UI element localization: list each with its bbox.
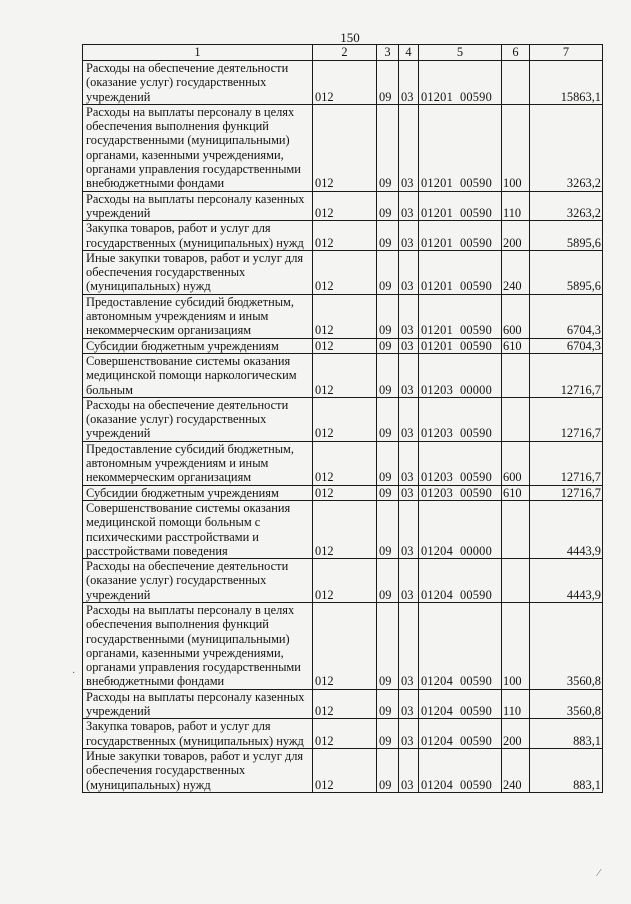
row-target-article	[419, 294, 502, 338]
row-name: Предоставление субсидий бюджетным, автономным учреждениям и иным некоммерческим организациям	[83, 441, 313, 485]
scan-speck: ·	[72, 668, 76, 679]
row-grbs: 012	[313, 353, 377, 397]
target-article-direction-code: 00590	[459, 587, 492, 602]
row-amount: 3263,2	[530, 191, 603, 221]
target-article-program-code: 01204	[421, 587, 453, 602]
row-expense-type	[502, 353, 530, 397]
target-article-program-code: 01201	[421, 338, 453, 353]
table-row	[83, 191, 603, 221]
row-name: Иные закупки товаров, работ и услуг для обеспечения государственных (муниципальных) нужд	[83, 250, 313, 294]
target-article-program-code: 01203	[421, 426, 453, 441]
row-amount: 12716,7	[530, 353, 603, 397]
target-article-program-code: 01204	[421, 733, 453, 748]
row-target-article	[419, 338, 502, 353]
row-expense-type	[502, 397, 530, 441]
row-target-article	[419, 485, 502, 500]
row-subsection: 03	[399, 689, 419, 719]
row-name: Закупка товаров, работ и услуг для государственных (муниципальных) нужд	[83, 719, 313, 749]
row-target-article	[419, 500, 502, 558]
row-amount: 12716,7	[530, 485, 603, 500]
scan-speck: ⁄	[598, 868, 600, 879]
row-target-article	[419, 250, 502, 294]
target-article-direction-code: 00590	[459, 89, 492, 104]
target-article-program-code: 01203	[421, 485, 453, 500]
row-section: 09	[377, 353, 399, 397]
row-name: Расходы на выплаты персоналу в целях обеспечения выполнения функций государственными (муниципальными) органами, казенными учреждениями, органами управления государственными внебюджетными фондами	[83, 104, 313, 191]
row-name: Предоставление субсидий бюджетным, автономным учреждениям и иным некоммерческим организациям	[83, 294, 313, 338]
row-grbs: 012	[313, 748, 377, 792]
row-section: 09	[377, 191, 399, 221]
column-header: 6	[502, 45, 530, 61]
column-header: 5	[419, 45, 502, 61]
row-amount: 15863,1	[530, 61, 603, 105]
row-grbs: 012	[313, 250, 377, 294]
row-grbs: 012	[313, 689, 377, 719]
column-header: 2	[313, 45, 377, 61]
row-amount: 12716,7	[530, 397, 603, 441]
row-section: 09	[377, 689, 399, 719]
header-row	[83, 45, 603, 61]
row-grbs: 012	[313, 61, 377, 105]
row-section: 09	[377, 397, 399, 441]
table-row	[83, 250, 603, 294]
target-article-program-code: 01204	[421, 704, 453, 719]
row-section: 09	[377, 719, 399, 749]
target-article-direction-code: 00590	[459, 176, 492, 191]
target-article-direction-code: 00590	[459, 235, 492, 250]
row-section: 09	[377, 748, 399, 792]
table-row	[83, 559, 603, 603]
target-article-program-code: 01204	[421, 777, 453, 792]
budget-table	[82, 44, 603, 793]
table-row	[83, 353, 603, 397]
target-article-direction-code: 00590	[459, 338, 492, 353]
row-grbs: 012	[313, 602, 377, 689]
row-section: 09	[377, 294, 399, 338]
table-row	[83, 602, 603, 689]
row-name: Расходы на обеспечение деятельности (оказание услуг) государственных учреждений	[83, 61, 313, 105]
row-subsection: 03	[399, 294, 419, 338]
row-target-article	[419, 61, 502, 105]
row-section: 09	[377, 250, 399, 294]
row-amount: 4443,9	[530, 559, 603, 603]
row-section: 09	[377, 104, 399, 191]
row-expense-type: 110	[502, 191, 530, 221]
row-expense-type: 600	[502, 294, 530, 338]
row-target-article	[419, 353, 502, 397]
row-name: Расходы на выплаты персоналу казенных учреждений	[83, 191, 313, 221]
table-body	[83, 61, 603, 793]
column-header: 7	[530, 45, 603, 61]
row-subsection: 03	[399, 338, 419, 353]
row-subsection: 03	[399, 602, 419, 689]
row-expense-type: 610	[502, 485, 530, 500]
row-amount: 5895,6	[530, 250, 603, 294]
row-target-article	[419, 441, 502, 485]
table-row	[83, 338, 603, 353]
row-grbs: 012	[313, 221, 377, 251]
target-article-program-code: 01201	[421, 323, 453, 338]
table-row	[83, 221, 603, 251]
target-article-direction-code: 00000	[459, 543, 492, 558]
target-article-program-code: 01204	[421, 543, 453, 558]
row-target-article	[419, 689, 502, 719]
row-section: 09	[377, 61, 399, 105]
row-name: Совершенствование системы оказания медицинской помощи больным с психическими расстройствами и расстройствами поведения	[83, 500, 313, 558]
row-subsection: 03	[399, 250, 419, 294]
row-name: Иные закупки товаров, работ и услуг для обеспечения государственных (муниципальных) нужд	[83, 748, 313, 792]
target-article-program-code: 01201	[421, 89, 453, 104]
table-row	[83, 719, 603, 749]
row-amount: 6704,3	[530, 294, 603, 338]
row-subsection: 03	[399, 748, 419, 792]
row-amount: 3560,8	[530, 689, 603, 719]
target-article-program-code: 01204	[421, 674, 453, 689]
target-article-direction-code: 00590	[459, 777, 492, 792]
row-name: Совершенствование системы оказания медицинской помощи наркологическим больным	[83, 353, 313, 397]
target-article-program-code: 01201	[421, 235, 453, 250]
row-grbs: 012	[313, 191, 377, 221]
row-grbs: 012	[313, 294, 377, 338]
row-subsection: 03	[399, 719, 419, 749]
row-section: 09	[377, 559, 399, 603]
row-subsection: 03	[399, 485, 419, 500]
page-number: 150	[340, 30, 360, 45]
row-target-article	[419, 748, 502, 792]
row-target-article	[419, 397, 502, 441]
row-expense-type: 100	[502, 104, 530, 191]
target-article-direction-code: 00590	[459, 323, 492, 338]
row-subsection: 03	[399, 441, 419, 485]
column-header: 4	[399, 45, 419, 61]
target-article-direction-code: 00590	[459, 279, 492, 294]
row-amount: 4443,9	[530, 500, 603, 558]
row-name: Расходы на выплаты персоналу в целях обеспечения выполнения функций государственными (муниципальными) органами, казенными учреждениями, органами управления государственными внебюджетными фондами	[83, 602, 313, 689]
row-expense-type: 240	[502, 250, 530, 294]
row-subsection: 03	[399, 221, 419, 251]
row-expense-type: 110	[502, 689, 530, 719]
row-grbs: 012	[313, 441, 377, 485]
row-grbs: 012	[313, 559, 377, 603]
target-article-direction-code: 00590	[459, 704, 492, 719]
row-target-article	[419, 104, 502, 191]
row-name: Расходы на обеспечение деятельности (оказание услуг) государственных учреждений	[83, 559, 313, 603]
column-header: 3	[377, 45, 399, 61]
row-grbs: 012	[313, 104, 377, 191]
table-row	[83, 441, 603, 485]
row-subsection: 03	[399, 559, 419, 603]
row-grbs: 012	[313, 485, 377, 500]
target-article-direction-code: 00000	[459, 382, 492, 397]
row-expense-type	[502, 559, 530, 603]
row-amount: 5895,6	[530, 221, 603, 251]
table-row	[83, 748, 603, 792]
table-row	[83, 500, 603, 558]
table-row	[83, 104, 603, 191]
row-amount: 6704,3	[530, 338, 603, 353]
table-row	[83, 485, 603, 500]
row-name: Закупка товаров, работ и услуг для государственных (муниципальных) нужд	[83, 221, 313, 251]
row-grbs: 012	[313, 719, 377, 749]
row-grbs: 012	[313, 500, 377, 558]
table-row	[83, 61, 603, 105]
row-name: Расходы на обеспечение деятельности (оказание услуг) государственных учреждений	[83, 397, 313, 441]
target-article-program-code: 01203	[421, 382, 453, 397]
row-target-article	[419, 221, 502, 251]
target-article-program-code: 01203	[421, 470, 453, 485]
row-amount: 883,1	[530, 748, 603, 792]
row-subsection: 03	[399, 191, 419, 221]
row-name: Субсидии бюджетным учреждениям	[83, 338, 313, 353]
target-article-direction-code: 00590	[459, 205, 492, 220]
row-grbs: 012	[313, 397, 377, 441]
target-article-direction-code: 00590	[459, 733, 492, 748]
row-subsection: 03	[399, 500, 419, 558]
row-expense-type	[502, 61, 530, 105]
row-target-article	[419, 602, 502, 689]
table-row	[83, 397, 603, 441]
row-amount: 883,1	[530, 719, 603, 749]
row-amount: 3560,8	[530, 602, 603, 689]
row-subsection: 03	[399, 104, 419, 191]
row-target-article	[419, 559, 502, 603]
row-section: 09	[377, 602, 399, 689]
row-section: 09	[377, 441, 399, 485]
row-target-article	[419, 719, 502, 749]
row-expense-type: 610	[502, 338, 530, 353]
row-section: 09	[377, 500, 399, 558]
row-name: Расходы на выплаты персоналу казенных учреждений	[83, 689, 313, 719]
target-article-direction-code: 00590	[459, 485, 492, 500]
row-section: 09	[377, 485, 399, 500]
table-row	[83, 294, 603, 338]
target-article-direction-code: 00590	[459, 426, 492, 441]
table-header	[83, 45, 603, 61]
target-article-direction-code: 00590	[459, 674, 492, 689]
row-amount: 12716,7	[530, 441, 603, 485]
row-subsection: 03	[399, 61, 419, 105]
row-section: 09	[377, 338, 399, 353]
row-expense-type: 600	[502, 441, 530, 485]
row-expense-type: 200	[502, 221, 530, 251]
row-target-article	[419, 191, 502, 221]
target-article-program-code: 01201	[421, 176, 453, 191]
row-expense-type	[502, 500, 530, 558]
row-expense-type: 100	[502, 602, 530, 689]
target-article-program-code: 01201	[421, 205, 453, 220]
row-expense-type: 240	[502, 748, 530, 792]
column-header: 1	[83, 45, 313, 61]
row-expense-type: 200	[502, 719, 530, 749]
row-amount: 3263,2	[530, 104, 603, 191]
table-row	[83, 689, 603, 719]
row-grbs: 012	[313, 338, 377, 353]
row-subsection: 03	[399, 397, 419, 441]
target-article-direction-code: 00590	[459, 470, 492, 485]
row-name: Субсидии бюджетным учреждениям	[83, 485, 313, 500]
target-article-program-code: 01201	[421, 279, 453, 294]
row-section: 09	[377, 221, 399, 251]
row-subsection: 03	[399, 353, 419, 397]
